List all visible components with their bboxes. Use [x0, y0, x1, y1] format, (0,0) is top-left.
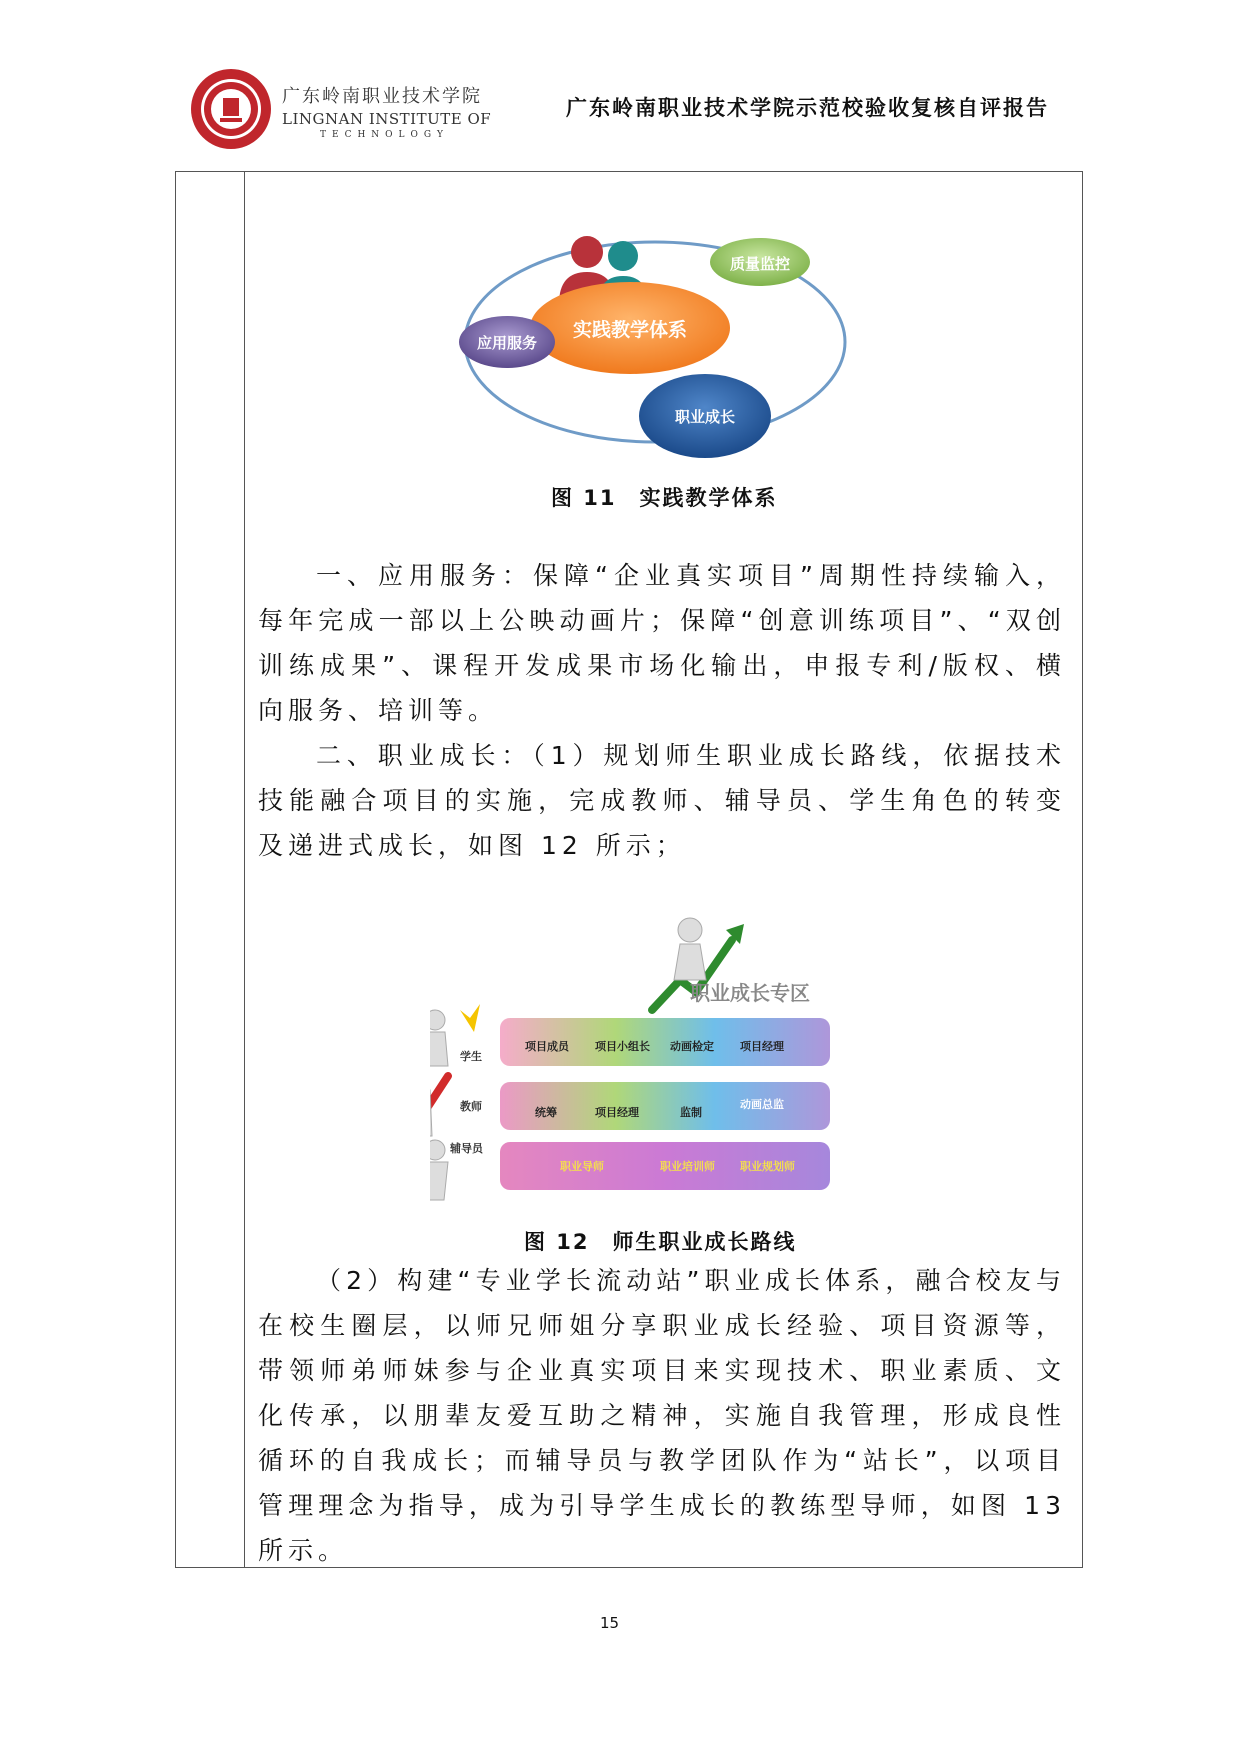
application-service-label: 应用服务 — [476, 334, 538, 352]
center-node-label: 实践教学体系 — [572, 319, 688, 341]
institute-seal-logo — [190, 68, 272, 150]
row-role-teacher: 教师 — [460, 1100, 482, 1113]
teacher-figure-icon — [430, 1076, 448, 1136]
counselor-figure-icon — [430, 1140, 448, 1200]
row-role-student: 学生 — [460, 1050, 482, 1063]
career-zone-title: 职业成长专区 — [690, 981, 810, 1005]
institute-name-logo — [282, 82, 491, 140]
table-column-divider — [244, 171, 245, 1568]
counselor-stage-2: 职业培训师 — [660, 1160, 715, 1173]
logo-chinese-name: 广东岭南职业技术学院 — [282, 86, 482, 107]
teacher-stage-1: 统筹 — [535, 1106, 557, 1119]
figure-12-career-path — [430, 900, 940, 1225]
student-stage-2: 项目小组长 — [595, 1040, 650, 1053]
logo-english-name-2: TECHNOLOGY — [320, 130, 449, 140]
page-header — [0, 0, 1240, 150]
teacher-stage-3: 监制 — [680, 1106, 702, 1119]
report-title: 广东岭南职业技术学院示范校验收复核自评报告 — [566, 96, 1049, 120]
row-role-counselor: 辅导员 — [450, 1142, 483, 1155]
counselor-stage-3: 职业规划师 — [740, 1160, 795, 1173]
figure-11-practice-teaching-system — [455, 232, 875, 472]
teacher-stage-4: 动画总监 — [740, 1098, 784, 1111]
figure-11-caption: 图 11 实践教学体系 — [551, 486, 778, 510]
counselor-stage-1: 职业导师 — [560, 1160, 604, 1173]
quality-monitor-label: 质量监控 — [729, 255, 791, 273]
paragraph-application-service: 一、应用服务：保障“企业真实项目”周期性持续输入，每年完成一部以上公映动画片；保障“创意训练项目”、“双创训练成果”、课程开发成果市场化输出，申报专利/版权、横向服务、培训等。 — [258, 561, 1066, 725]
page-number: 15 — [600, 1614, 620, 1632]
logo-english-name: LINGNAN INSTITUTE OF — [282, 110, 492, 128]
student-stage-4: 项目经理 — [740, 1040, 784, 1053]
teacher-stage-2: 项目经理 — [595, 1106, 639, 1119]
paragraph-mentor-station: （2）构建“专业学长流动站”职业成长体系，融合校友与在校生圈层，以师兄师姐分享职业成长经验、项目资源等，带领师弟师妹参与企业真实项目来实现技术、职业素质、文化传承，以朋辈友爱互助之精神，实施自我管理，形成良性循环的自我成长；而辅导员与教学团队作为“站长”，以项目管理理念为指导，成为引导学生成长的教练型导师，如图 13 所示。 — [258, 1266, 1066, 1565]
student-stage-3: 动画检定 — [670, 1040, 714, 1053]
student-stage-1: 项目成员 — [525, 1040, 569, 1053]
figure-12-caption: 图 12 师生职业成长路线 — [524, 1230, 797, 1254]
paragraph-career-growth: 二、职业成长：（1）规划师生职业成长路线，依据技术技能融合项目的实施，完成教师、辅导员、学生角色的转变及递进式成长，如图 12 所示； — [258, 741, 1066, 860]
career-growth-label: 职业成长 — [674, 408, 736, 426]
